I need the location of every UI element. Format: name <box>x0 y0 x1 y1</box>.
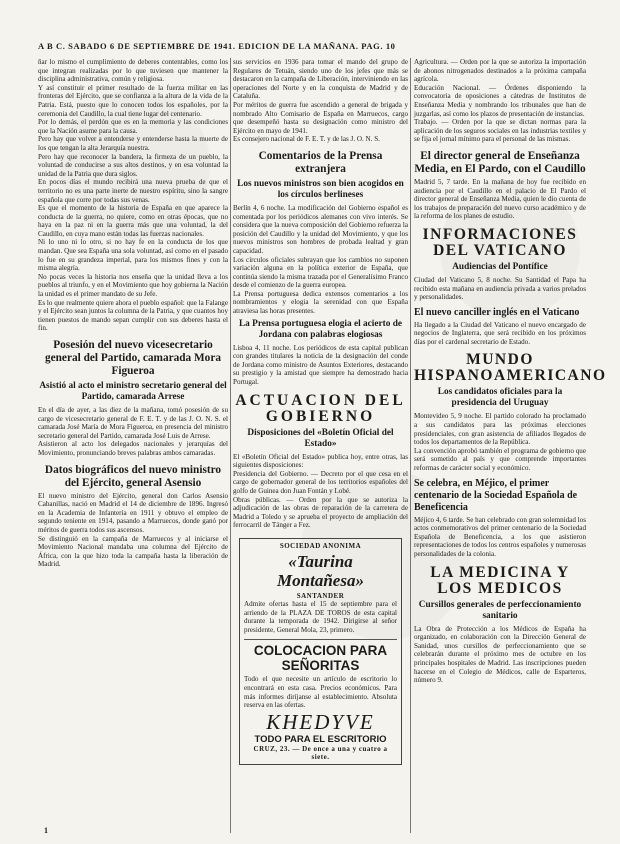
paragraph: Los círculos oficiales subrayan que los cambios no suponen variación alguna en la política exterior de España, que continúa siendo la misma trazada por el Generalísimo Franco desde el comienzo de la guerra europea. <box>233 255 408 290</box>
paragraph: Ha llegado a la Ciudad del Vaticano el nuevo encargado de negocios de Inglaterra, que será recibido en los próximos días por el cardenal secretario de Estado. <box>414 320 586 346</box>
paragraph: Por lo demás, el perdón que es en la memoria y las condiciones que la Nación asume para la causa. <box>38 118 228 135</box>
ad-brand-khedyve: KHEDYVE <box>266 709 375 734</box>
headline-enseñanza-media: El director general de Enseñanza Media, en El Pardo, con el Caudillo <box>414 149 586 175</box>
advertisement-taurina <box>239 538 402 765</box>
ad-text: Todo el que necesite un artículo de escritorio lo encontrará en esta casa. Precios económicos. Para más informes diríjanse al establecimiento. Absoluta reserva en las ofertas. <box>244 675 397 710</box>
headline-general-asensio: Datos biográficos del nuevo ministro del Ejército, general Asensio <box>44 463 222 489</box>
subheadline: Audiencias del Pontífice <box>452 261 548 272</box>
paragraph: La Prensa portuguesa dedica extensos comentarios a los nombramientos y elogia la serenidad con que España atraviesa las horas presentes. <box>233 289 408 316</box>
paragraph: Presidencia del Gobierno. — Decreto por el que cesa en el cargo de gobernador general de los territorios españoles del golfo de Guinea don Juan Fontán y Lobé. <box>233 469 408 495</box>
paragraph: ñar lo mismo el cumplimiento de deberes contentables, como los que integran realizadas por lo que tuviesen que mantener la disciplina administrativa, común y religiosa. <box>38 58 228 84</box>
subheadline: Los candidatos oficiales para la presidencia del Uruguay <box>437 387 563 409</box>
ad-kicker: SOCIEDAD ANONIMA <box>279 541 362 550</box>
paragraph: Por méritos de guerra fue ascendido a general de brigada y nombrado Alto Comisario de España en Marruecos, cargo que desempeñó hasta su designación como ministro del Ejército en mayo de 1941. <box>233 100 408 135</box>
paragraph: Agricultura. — Orden por la que se autoriza la importación de abonos nitrogenados destinados a la próxima campaña agrícola. <box>414 58 586 84</box>
paragraph: En pocos días el mundo recibirá una nueva prueba de que el territorio no es una parte inerte de nuestro espíritu, sino la sangre española que corre por todas sus venas. <box>38 178 228 204</box>
column-rule <box>410 58 411 833</box>
ad-title: «Taurina Montañesa» <box>277 551 364 590</box>
paragraph: Es consejero nacional de F. E. T. y de las J. O. N. S. <box>233 135 380 144</box>
column-center <box>233 58 408 838</box>
ad-title-colocacion: COLOCACION PARA SEÑORITAS <box>253 643 388 674</box>
article-continuation <box>38 58 228 333</box>
ad-address: CRUZ, 23. — De once a una y cuatro a siete. <box>253 744 388 761</box>
paragraph: Educación Nacional. — Órdenes disponiendo la convocatoria de oposiciones a cátedras de Institutos de Enseñanza Media y nombrando los tribunales que han de juzgarlas, así como los plazos de presentación de instancias. <box>414 83 586 118</box>
paragraph: Ciudad del Vaticano 5, 8 noche. Su Santidad el Papa ha recibido esta mañana en audiencia privada a varios prelados y personalidades. <box>414 275 586 302</box>
paragraph: Obras públicas. — Orden por la que se autoriza la adjudicación de las obras de reparación de la carretera de Madrid a Toledo y se aprueba el proyecto de ampliación del ferrocarril de Tánger a Fez. <box>233 495 408 530</box>
paragraph: Lisboa 4, 11 noche. Los periódicos de esta capital publican con grandes titulares la noticia de la designación del conde de Jordana como ministro de Asuntos Exteriores, destacando su prestigio y la amistad que siempre ha demostrado hacia Portugal. <box>233 343 408 387</box>
paragraph: Y así constituir el primer resultado de la fuerza militar en las fronteras del Ejército, que se confianza a la altura de la vida de la Patria. Está, puesto que lo conocen todos los españoles, por la ceremonia del Caudillo, la cual tiene lugar del centenario. <box>38 83 228 118</box>
paragraph: Pero hay que volver a entenderse y entenderse hasta la muerte de los que tengan la alta Jerarquía nuestra. <box>38 135 228 152</box>
headline-mora-figueroa: Posesión del nuevo vicesecretario general del Partido, camarada Mora Figueroa <box>44 339 221 377</box>
paragraph: No pocas veces la historia nos enseña que la unidad lleva a los pueblos al triunfo, y en el Movimiento que hoy gobierna la Nación la unidad es el primer mandato de su Jefe. <box>38 272 228 299</box>
paragraph: Berlín 4, 6 noche. La modificación del Gobierno español es comentada por los periódicos alemanes con vivo interés. Se considera que la nueva composición del Gobierno refuerza la posición del Caudillo y la unidad del Movimiento, y que los nuevos ministros son hombres de probada lealtad y gran capacidad. <box>233 203 408 255</box>
column-left <box>38 58 228 838</box>
paragraph: Es lo que realmente quiere ahora el pueblo español: que la Falange y el Ejército sean juntos la columna de la Patria, y que cuantos hoy tienen puestos de mando sepan cumplir con sus deberes hasta el fin. <box>38 298 228 333</box>
paragraph: El «Boletín Oficial del Estado» publica hoy, entre otras, las siguientes disposiciones: <box>233 452 408 470</box>
paragraph: Asistieron al acto los delegados nacionales y jerarquías del Movimiento, pronunciando breves palabras ambos camaradas. <box>38 440 228 457</box>
paragraph: El nuevo ministro del Ejército, general don Carlos Asensio Cabanillas, nació en Madrid el 14 de diciembre de 1896. Ingresó en la Academia de Infantería en 1911 y obtuvo el empleo de segundo teniente en 1914, pasando a Marruecos, donde ganó por méritos de guerra todos sus ascensos. <box>38 491 228 534</box>
paragraph: Es que el momento de la historia de España en que aparece la conducta de la guerra, no quiere, como en otras épocas, que no haya en la paz ni en la guerra más que una voluntad, la del Caudillo, en cuya mano están todas las fuerzas nacionales. <box>38 204 228 238</box>
ad-text: Admite ofertas hasta el 15 de septiembre para el arriendo de la PLAZA DE TOROS de esta capital durante la temporada de 1942. Dirigirse al señor presidente, General Mola, 23, primero. <box>244 599 397 634</box>
paragraph: Ni lo uno ni lo otro, si no hay fe en la conducta de los que mandan. Que sea España una sola voluntad, así como en el pasado lo fue en su grandeza imperial, para los mismos fines y con la misma alegría. <box>38 238 228 273</box>
page-header: A B C. SABADO 6 DE SEPTIEMBRE DE 1941. EDICION DE LA MAÑANA. PAG. 10 <box>38 41 396 51</box>
section-title-vaticano: INFORMACIONES DEL VATICANO <box>422 225 578 259</box>
subheadline: Asistió al acto el ministro secretario general del Partido, camarada Arrese <box>39 381 227 402</box>
paragraph: sus servicios en 1936 para tomar el mando del grupo de Regulares de Tetuán, siendo uno de los jefes que más se destacaron en la campaña de Liberación, interviniendo en las operaciones del Norte y en la conquista de Madrid y de Cataluña. <box>233 58 408 101</box>
subheadline-boletin: Disposiciones del «Boletín Oficial del Estado» <box>247 427 394 449</box>
headline-mejico: Se celebra, en Méjico, el primer centenario de la Sociedad Española de Beneficencia <box>414 477 578 513</box>
section-title-medicina: LA MEDICINA Y LOS MEDICOS <box>430 563 570 597</box>
subheadline: Los nuevos ministros son bien acogidos en los círculos berlineses <box>237 178 404 200</box>
column-right <box>414 58 607 838</box>
paragraph: La convención aprobó también el programa de gobierno que será sometido al país y que comprende importantes reformas de carácter social y económico. <box>414 446 586 473</box>
ad-place: SANTANDER <box>296 591 345 600</box>
paragraph: En el día de ayer, a las diez de la mañana, tomó posesión de su cargo de vicesecretario general de F. E. T. y de las J. O. N. S. el camarada José María de Mora Figueroa, en presencia del ministro secretario general del Partido, camarada José Luis de Arrese. <box>38 406 228 440</box>
paragraph: Madrid 5, 7 tarde. En la mañana de hoy fue recibido en audiencia por el Caudillo en el palacio de El Pardo el director general de Enseñanza Media, quien le dio cuenta de los trabajos de preparación del nuevo curso académico y de la reforma de los planes de estudio. <box>414 177 586 221</box>
ad-slogan: TODO PARA EL ESCRITORIO <box>254 733 387 745</box>
subheadline-prensa-portuguesa: La Prensa portuguesa elogia el acierto de Jordana con palabras elogiosas <box>238 318 403 340</box>
section-title-hispanoamericano: MUNDO HISPANOAMERICANO <box>414 351 607 385</box>
page-mark: 1 <box>44 826 48 835</box>
subheadline: Cursillos generales de perfeccionamiento sanitario <box>418 599 582 621</box>
paragraph: Montevideo 5, 9 noche. El partido colorado ha proclamado a sus candidatos para las próximas elecciones presidenciales, con gran asistencia de afiliados llegados de todos los departamentos de la República. <box>414 412 586 447</box>
paragraph: Se distinguió en la campaña de Marruecos y al iniciarse el Movimiento Nacional mandaba una columna del Ejército de África, con la que hizo toda la campaña hasta la liberación de Madrid. <box>38 534 228 569</box>
column-rule <box>230 58 231 833</box>
paragraph: La Obra de Protección a los Médicos de España ha organizado, en colaboración con la Dirección General de Sanidad, unos cursillos de perfeccionamiento que se celebrarán durante el próximo mes de octubre en los principales hospitales de Madrid. Las inscripciones pueden hacerse en el Colegio de Médicos, calle de Esparteros, número 9. <box>414 624 586 685</box>
section-title-gobierno: ACTUACION DEL GOBIERNO <box>235 391 406 425</box>
paragraph: Pero hay que reconocer la bandera, la firmeza de un pueblo, la voluntad de conducirse a sus altos destinos, y en esa voluntad la unidad de la Patria que dura siglos. <box>38 152 228 178</box>
headline-canciller: El nuevo canciller inglés en el Vaticano <box>414 306 580 318</box>
headline-prensa-extranjera: Comentarios de la Prensa extranjera <box>258 149 383 175</box>
ad-divider <box>244 639 397 640</box>
paragraph: Trabajo. — Orden por la que se dictan normas para la aplicación de los seguros sociales en las industrias textiles y se fija el jornal mínimo para el personal de las mismas. <box>414 118 586 144</box>
paragraph: Méjico 4, 6 tarde. Se han celebrado con gran solemnidad los actos conmemorativos del primer centenario de la Sociedad Española de Beneficencia, a los que asistieron representaciones de todos los centros españoles y numerosas personalidades de la colonia. <box>414 515 586 558</box>
